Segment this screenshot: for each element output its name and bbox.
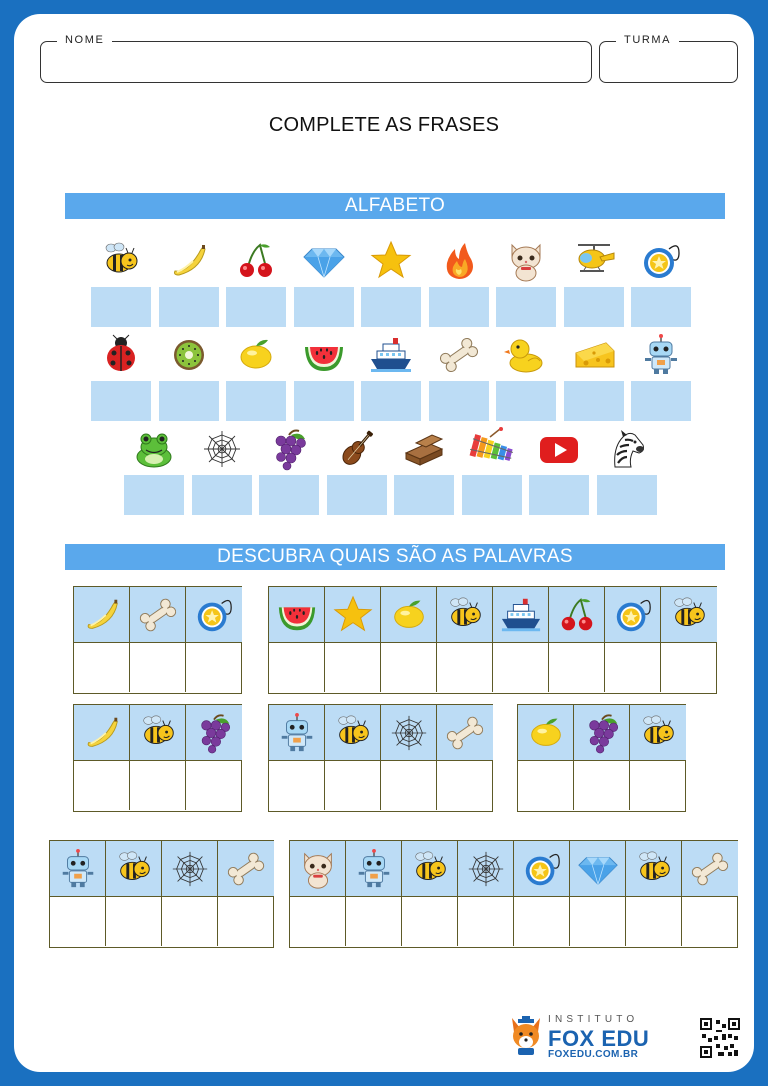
bee-icon xyxy=(137,712,179,754)
picture-cell xyxy=(50,841,106,897)
letter-cell-d xyxy=(294,287,354,327)
lemon-icon xyxy=(525,712,567,754)
diamond-icon xyxy=(577,848,619,890)
brand-prefix: INSTITUTO xyxy=(548,1014,639,1025)
cat-icon xyxy=(503,239,549,283)
answer-cell[interactable] xyxy=(570,897,626,946)
picture-cell xyxy=(130,705,186,761)
bee-icon xyxy=(409,848,451,890)
picture-cell xyxy=(549,587,605,643)
answer-cell[interactable] xyxy=(381,761,437,810)
picture-cell xyxy=(346,841,402,897)
picture-cell xyxy=(381,705,437,761)
answer-cell[interactable] xyxy=(682,897,738,946)
banana-icon xyxy=(166,239,212,283)
grapes-icon xyxy=(581,712,623,754)
fire-icon xyxy=(436,239,482,283)
bee-icon xyxy=(332,712,374,754)
bone-icon xyxy=(444,712,486,754)
picture-cell xyxy=(682,841,738,897)
answer-cell[interactable] xyxy=(106,897,162,946)
answer-cell[interactable] xyxy=(74,761,130,810)
picture-cell xyxy=(661,587,717,643)
bee-icon xyxy=(668,594,710,636)
bee-icon xyxy=(113,848,155,890)
word-puzzle-2 xyxy=(268,586,717,694)
answer-cell[interactable] xyxy=(458,897,514,946)
answer-cell[interactable] xyxy=(346,897,402,946)
wafer-icon xyxy=(401,427,447,471)
cheese-icon xyxy=(571,333,617,377)
letter-cell-c xyxy=(226,287,286,327)
picture-cell xyxy=(269,705,325,761)
watermelon-icon xyxy=(276,594,318,636)
answer-cell[interactable] xyxy=(402,897,458,946)
word-puzzle-3 xyxy=(73,704,242,812)
answer-cell[interactable] xyxy=(218,897,274,946)
violin-icon xyxy=(334,427,380,471)
answer-cell[interactable] xyxy=(290,897,346,946)
letter-cell-p xyxy=(496,381,556,421)
letter-cell-g xyxy=(496,287,556,327)
letter-cell-k xyxy=(159,381,219,421)
letter-cell-n xyxy=(361,381,421,421)
class-label: TURMA xyxy=(616,34,679,46)
answer-cell[interactable] xyxy=(186,643,242,692)
letter-cell-l xyxy=(226,381,286,421)
picture-cell xyxy=(626,841,682,897)
letter-cell-s xyxy=(124,475,184,515)
picture-cell xyxy=(437,587,493,643)
word-puzzle-6 xyxy=(49,840,274,948)
letter-cell-t xyxy=(192,475,252,515)
duck-icon xyxy=(503,333,549,377)
answer-cell[interactable] xyxy=(269,643,325,692)
picture-cell xyxy=(290,841,346,897)
bee-icon xyxy=(637,712,679,754)
picture-cell xyxy=(130,587,186,643)
answer-cell[interactable] xyxy=(130,643,186,692)
picture-cell xyxy=(518,705,574,761)
letter-cell-o xyxy=(429,381,489,421)
letter-cell-m xyxy=(294,381,354,421)
xylophone-icon xyxy=(469,427,515,471)
word-puzzle-7 xyxy=(289,840,738,948)
spiderweb-icon xyxy=(465,848,507,890)
brand-url: FOXEDU.COM.BR xyxy=(548,1049,639,1060)
name-field[interactable] xyxy=(40,34,592,83)
kiwi-icon xyxy=(166,333,212,377)
bee-icon xyxy=(633,848,675,890)
ladybug-icon xyxy=(98,333,144,377)
answer-cell[interactable] xyxy=(661,643,717,692)
picture-cell xyxy=(402,841,458,897)
word-puzzle-5 xyxy=(517,704,686,812)
answer-cell[interactable] xyxy=(437,643,493,692)
bone-icon xyxy=(225,848,267,890)
letter-cell-r xyxy=(631,381,691,421)
letter-cell-q xyxy=(564,381,624,421)
letter-cell-y xyxy=(529,475,589,515)
grapes-icon xyxy=(266,427,312,471)
cat-icon xyxy=(297,848,339,890)
grapes-icon xyxy=(193,712,235,754)
picture-cell xyxy=(570,841,626,897)
picture-cell xyxy=(325,587,381,643)
robot-icon xyxy=(276,712,318,754)
robot-icon xyxy=(353,848,395,890)
picture-cell xyxy=(218,841,274,897)
letter-cell-f xyxy=(429,287,489,327)
yoyo-icon xyxy=(612,594,654,636)
answer-cell[interactable] xyxy=(325,643,381,692)
lemon-icon xyxy=(233,333,279,377)
worksheet xyxy=(14,14,754,1072)
picture-cell xyxy=(325,705,381,761)
picture-cell xyxy=(514,841,570,897)
helicopter-icon xyxy=(571,239,617,283)
alphabet-banner: ALFABETO xyxy=(65,193,725,219)
class-field[interactable] xyxy=(599,34,738,83)
answer-cell[interactable] xyxy=(186,761,242,810)
lemon-icon xyxy=(388,594,430,636)
answer-cell[interactable] xyxy=(269,761,325,810)
picture-cell xyxy=(605,587,661,643)
answer-cell[interactable] xyxy=(549,643,605,692)
name-label: NOME xyxy=(57,34,112,46)
letter-cell-x xyxy=(462,475,522,515)
star-icon xyxy=(368,239,414,283)
answer-cell[interactable] xyxy=(493,643,549,692)
brand-name: FOX EDU xyxy=(548,1026,650,1051)
answer-cell[interactable] xyxy=(437,761,493,810)
bee-icon xyxy=(444,594,486,636)
picture-cell xyxy=(269,587,325,643)
robot-icon xyxy=(57,848,99,890)
letter-cell-b xyxy=(159,287,219,327)
words-banner: DESCUBRA QUAIS SÃO AS PALAVRAS xyxy=(65,544,725,570)
yoyo-icon xyxy=(638,239,684,283)
bone-icon xyxy=(137,594,179,636)
word-puzzle-4 xyxy=(268,704,493,812)
watermelon-icon xyxy=(301,333,347,377)
picture-cell xyxy=(106,841,162,897)
letter-cell-i xyxy=(631,287,691,327)
picture-cell xyxy=(493,587,549,643)
spiderweb-icon xyxy=(169,848,211,890)
answer-cell[interactable] xyxy=(74,643,130,692)
brand-logo xyxy=(508,1012,698,1060)
ship-icon xyxy=(500,594,542,636)
spiderweb-icon xyxy=(199,427,245,471)
answer-cell[interactable] xyxy=(162,897,218,946)
picture-cell xyxy=(186,705,242,761)
picture-cell xyxy=(458,841,514,897)
letter-cell-z xyxy=(597,475,657,515)
cherry-icon xyxy=(233,239,279,283)
answer-cell[interactable] xyxy=(50,897,106,946)
fox-logo-icon xyxy=(508,1014,544,1056)
yoyo-icon xyxy=(521,848,563,890)
letter-cell-u xyxy=(259,475,319,515)
picture-cell xyxy=(74,587,130,643)
banana-icon xyxy=(81,712,123,754)
answer-cell[interactable] xyxy=(626,897,682,946)
letter-cell-h xyxy=(564,287,624,327)
spiderweb-icon xyxy=(388,712,430,754)
answer-cell[interactable] xyxy=(518,761,574,810)
bee-icon xyxy=(98,239,144,283)
picture-cell xyxy=(186,587,242,643)
letter-cell-j xyxy=(91,381,151,421)
answer-cell[interactable] xyxy=(130,761,186,810)
instruction-title: COMPLETE AS FRASES xyxy=(268,114,500,136)
answer-cell[interactable] xyxy=(381,643,437,692)
picture-cell xyxy=(381,587,437,643)
cherry-icon xyxy=(556,594,598,636)
picture-cell xyxy=(74,705,130,761)
frog-icon xyxy=(131,427,177,471)
qr-code-icon xyxy=(700,1018,740,1058)
star-icon xyxy=(332,594,374,636)
letter-cell-e xyxy=(361,287,421,327)
word-puzzle-1 xyxy=(73,586,242,694)
picture-cell xyxy=(437,705,493,761)
answer-cell[interactable] xyxy=(574,761,630,810)
ship-icon xyxy=(368,333,414,377)
answer-cell[interactable] xyxy=(630,761,686,810)
robot-icon xyxy=(638,333,684,377)
letter-cell-a xyxy=(91,287,151,327)
picture-cell xyxy=(162,841,218,897)
answer-cell[interactable] xyxy=(605,643,661,692)
yoyo-icon xyxy=(193,594,235,636)
banana-icon xyxy=(81,594,123,636)
bone-icon xyxy=(689,848,731,890)
picture-cell xyxy=(630,705,686,761)
zebra-icon xyxy=(604,427,650,471)
picture-cell xyxy=(574,705,630,761)
bone-icon xyxy=(436,333,482,377)
answer-cell[interactable] xyxy=(325,761,381,810)
letter-cell-w xyxy=(394,475,454,515)
diamond-icon xyxy=(301,239,347,283)
answer-cell[interactable] xyxy=(514,897,570,946)
letter-cell-v xyxy=(327,475,387,515)
youtube-icon xyxy=(536,427,582,471)
